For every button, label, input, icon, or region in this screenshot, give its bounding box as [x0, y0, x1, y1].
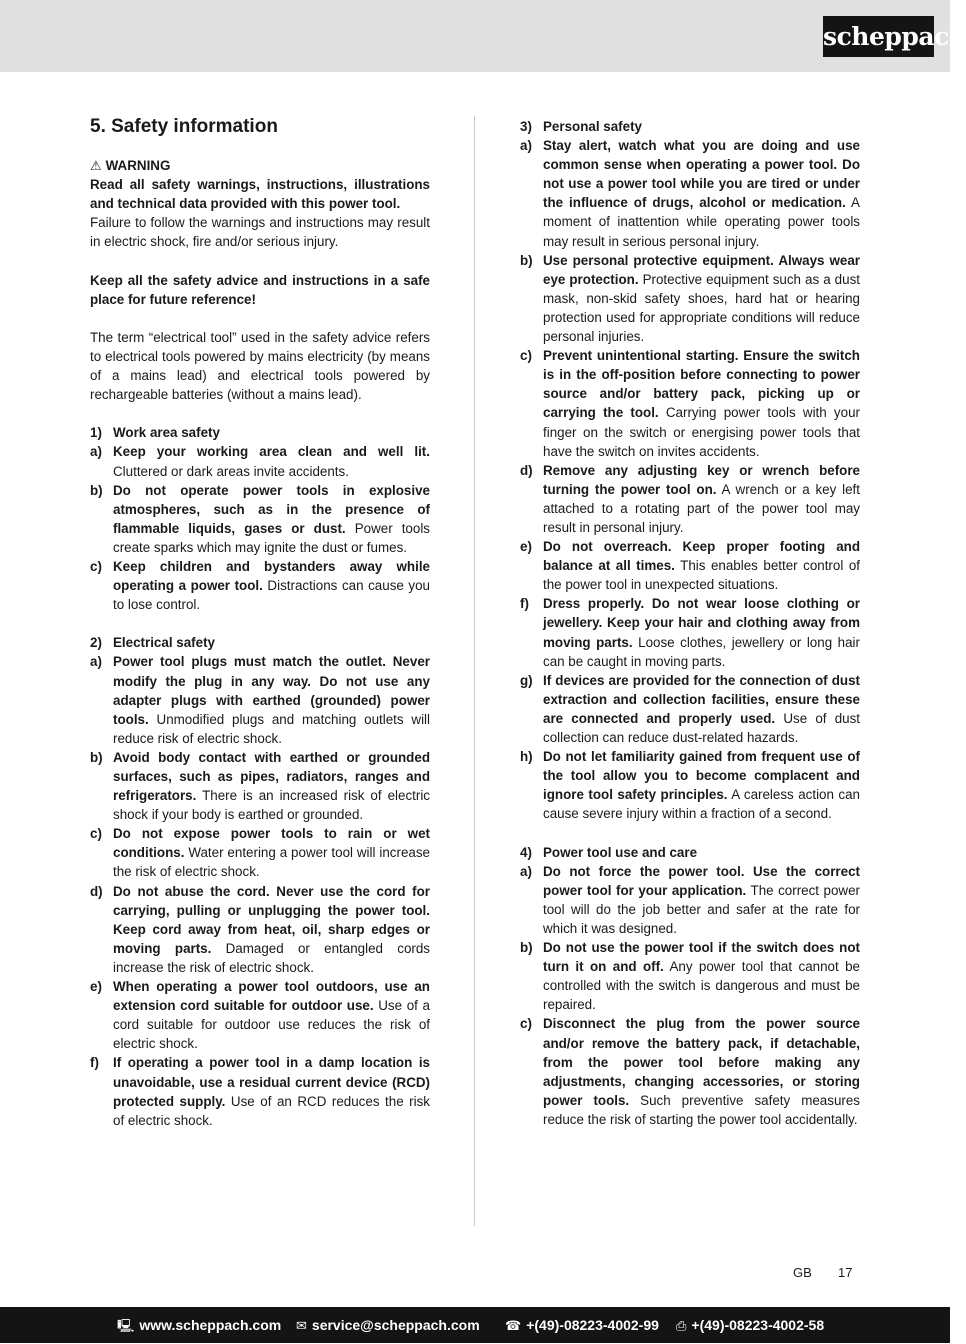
mail-icon: ✉ — [296, 1318, 307, 1333]
list-item: b) Do not operate power tools in explosive atmospheres, such as in the presence of flammable liquids, gases or dust. Power tools create sparks which may ignite the dust or fumes. — [90, 482, 430, 555]
page-number: 17 — [838, 1265, 853, 1280]
left-column — [90, 117, 430, 1130]
list-item: h) Do not let familiarity gained from frequent use of the tool allow you to become complacent and ignore tool safety principles. A careless action can cause severe injury within a fraction of a second. — [520, 749, 860, 822]
section-heading: 2) Electrical safety — [90, 635, 215, 651]
list-item: d) Do not abuse the cord. Never use the cord for carrying, pulling or unplugging the power tool. Keep cord away from heat, oil, sharp edges or moving parts. Damaged or entangled cords increase the risk of electric shock. — [90, 883, 430, 975]
footer-fax[interactable]: ⎙ +(49)-08223-4002-58 — [676, 1317, 825, 1333]
header-bar — [0, 0, 950, 72]
list-item: c) Prevent unintentional starting. Ensure the switch is in the off-position before connecting to power source and/or battery pack, picking up or carrying the tool. Carrying power tools with your finger on the switch or energising power tools that have the switch on invites accidents. — [520, 348, 860, 459]
fax-icon: ⎙ — [676, 1318, 687, 1333]
keep-advice: Keep all the safety advice and instructions in a safe place for future reference! — [90, 272, 430, 307]
phone-icon: ☎ — [505, 1318, 522, 1333]
footer-email[interactable]: ✉ service@scheppach.com — [296, 1317, 480, 1333]
list-item: a) Keep your working area clean and well lit. Cluttered or dark areas invite accidents. — [90, 444, 430, 479]
warning-text: Failure to follow the warnings and instructions may result in electric shock, fire and/or serious injury. — [90, 215, 430, 250]
list-item: e) Do not overreach. Keep proper footing and balance at all times. This enables better control of the power tool in unexpected situations. — [520, 539, 860, 593]
section-heading: 3) Personal safety — [520, 119, 642, 134]
page-title: 5. Safety information — [90, 116, 278, 137]
warning-bold-text: Read all safety warnings, instructions, illustrations and technical data provided with this power tool. — [90, 177, 430, 212]
footer-bar — [0, 1307, 950, 1343]
list-item: c) Do not expose power tools to rain or wet conditions. Water entering a power tool will increase the risk of electric shock. — [90, 826, 430, 880]
list-item: c) Keep children and bystanders away while operating a power tool. Distractions can cause you to lose control. — [90, 558, 430, 613]
list-item: b) Avoid body contact with earthed or grounded surfaces, such as pipes, radiators, ranges and refrigerators. There is an increased risk of electric shock if your body is earthed or grounded. — [90, 749, 430, 823]
list-item: b) Do not use the power tool if the switch does not turn it on and off. Any power tool that cannot be controlled with the switch is dangerous and must be repaired. — [520, 940, 860, 1013]
footer-website[interactable]: 🖳 www.scheppach.com — [117, 1317, 282, 1333]
right-column — [520, 117, 860, 1129]
list-item: a) Stay alert, watch what you are doing and use common sense when operating a power tool. Do not use a power tool while you are tired or under the influence of drugs, alcohol or medication. A moment of inattention while operating power tools may result in serious personal injury. — [520, 138, 860, 249]
list-item: a) Power tool plugs must match the outlet. Never modify the plug in any way. Do not use any adapter plugs with earthed (grounded) power tools. Unmodified plugs and matching outlets will reduce risk of electric shock. — [90, 654, 430, 746]
warning-heading: ⚠ WARNING — [90, 158, 171, 173]
section-tool-use — [520, 843, 860, 1129]
section-work-area — [90, 423, 430, 614]
list-item: d) Remove any adjusting key or wrench before turning the power tool on. A wrench or a key left attached to a rotating part of the power tool may result in personal injury. — [520, 462, 860, 535]
monitor-icon: 🖳 — [117, 1318, 135, 1333]
page-language: GB — [793, 1265, 812, 1280]
scheppach-logo[interactable]: scheppach — [823, 16, 934, 57]
list-item: c) Disconnect the plug from the power source and/or remove the battery pack, if detachable, from the power tool before making any adjustments, changing accessories, or storing power tools. Such preventive safety measures reduce the risk of starting the power tool accidentally. — [520, 1016, 860, 1127]
list-item: a) Do not force the power tool. Use the correct power tool for your application. The correct power tool will do the job better and safer at the rate for which it was designed. — [520, 863, 861, 936]
list-item: f) If operating a power tool in a damp location is unavoidable, use a residual current device (RCD) protected supply. Use of an RCD reduces the risk of electric shock. — [90, 1055, 430, 1128]
column-divider — [474, 116, 475, 1226]
section-heading: 1) Work area safety — [90, 425, 220, 441]
section-heading: 4) Power tool use and care — [520, 844, 698, 860]
list-item: e) When operating a power tool outdoors, use an extension cord suitable for outdoor use. Use of a cord suitable for outdoor use reduces the risk of electric shock. — [90, 979, 430, 1052]
footer-phone[interactable]: ☎ +(49)-08223-4002-99 — [505, 1317, 659, 1333]
list-item: g) If devices are provided for the connection of dust extraction and collection facilities, ensure these are connected and properly used. Use of dust collection can reduce dust-related hazards. — [520, 672, 861, 745]
list-item: b) Use personal protective equipment. Always wear eye protection. Protective equipment such as a dust mask, non-skid safety shoes, hard hat or hearing protection used for appropriate conditions will reduce personal injuries. — [520, 252, 860, 345]
section-personal — [520, 117, 860, 823]
list-item: f) Dress properly. Do not wear loose clothing or jewellery. Keep your hair and clothing away from moving parts. Loose clothes, jewellery or long hair can be caught in moving parts. — [520, 596, 860, 669]
section-electrical — [90, 633, 430, 1129]
warning-triangle-icon: ⚠ — [90, 158, 102, 173]
term-text: The term “electrical tool” used in the safety advice refers to electrical tools powered by mains electricity (by means of a mains lead) and electrical tools powered by rechargeable batteries (without a mains lead). — [90, 329, 430, 403]
